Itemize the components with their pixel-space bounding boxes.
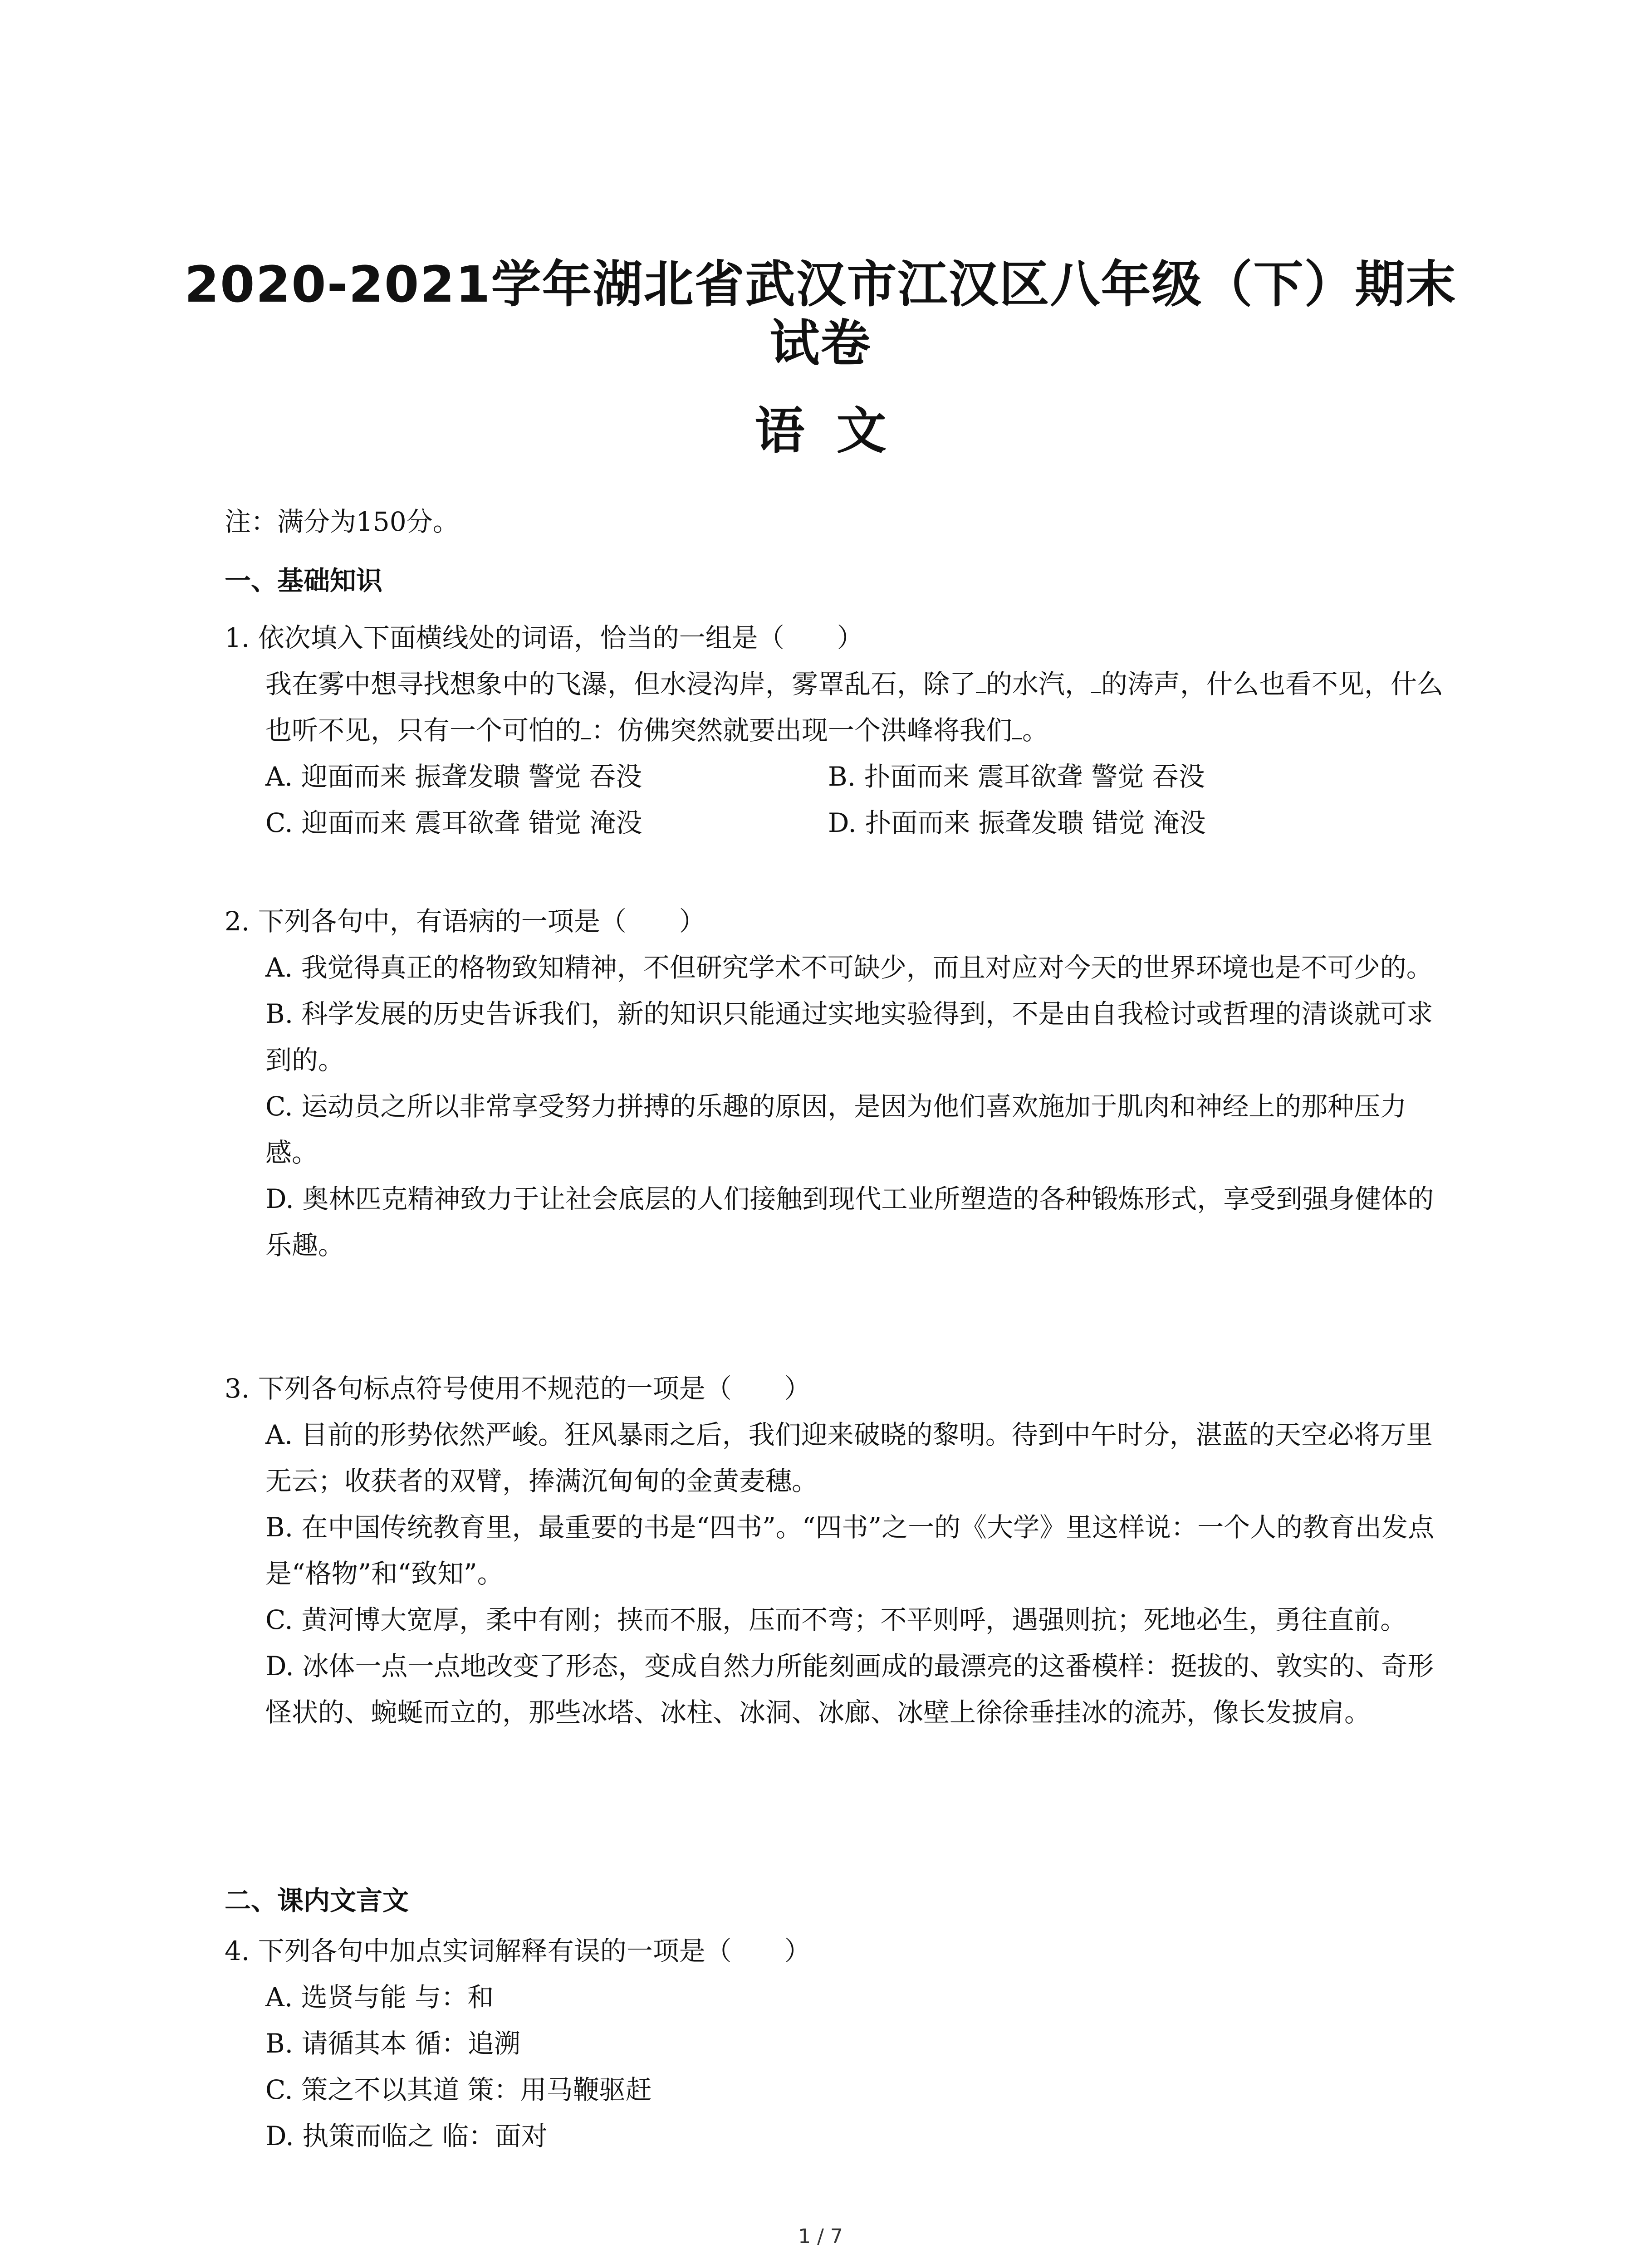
- option-label: C.: [265, 807, 293, 838]
- option-label: A.: [265, 761, 293, 792]
- score-note: 注：满分为150分。: [225, 506, 459, 537]
- fill-blank: [1012, 712, 1022, 739]
- question-2-stem: 2. 下列各句中，有语病的一项是（ ）: [225, 906, 705, 937]
- question-2-body: [225, 944, 1459, 1268]
- option-label: C.: [265, 2074, 293, 2105]
- option-a: [265, 944, 1459, 991]
- option-label: D.: [265, 1183, 294, 1214]
- question-3-stem: 3. 下列各句标点符号使用不规范的一项是（ ）: [225, 1373, 811, 1404]
- option-a: [265, 753, 828, 800]
- question-4: [225, 1928, 1459, 2159]
- option-label: A.: [265, 1419, 293, 1450]
- option-text: 扑面而来 振聋发聩 错觉 淹没: [865, 807, 1206, 838]
- question-1-body: [225, 661, 1459, 846]
- option-label: D.: [828, 807, 857, 838]
- option-label: B.: [828, 761, 856, 792]
- option-text: 请循其本 循：追溯: [301, 2028, 520, 2059]
- option-label: A.: [265, 1982, 293, 2013]
- option-label: B.: [265, 998, 294, 1029]
- question-1-options: [265, 753, 1459, 846]
- question-1-passage: [265, 661, 1459, 753]
- exam-title-line2: 试卷: [769, 314, 872, 372]
- option-text: 奥林匹克精神致力于让社会底层的人们接触到现代工业所塑造的各种锻炼形式，享受到强身健体的乐趣。: [265, 1183, 1434, 1261]
- option-d: [265, 1643, 1459, 1735]
- option-text: 我觉得真正的格物致知精神，不但研究学术不可缺少，而且对应对今天的世界环境也是不可少的。: [301, 952, 1433, 983]
- option-label: D.: [265, 2121, 294, 2151]
- option-label: B.: [265, 2028, 294, 2059]
- option-text: 运动员之所以非常享受努力拼搏的乐趣的原因，是因为他们喜欢施加于肌肉和神经上的那种压力感。: [265, 1091, 1407, 1168]
- question-3-body: [225, 1412, 1459, 1735]
- option-c: [265, 2067, 1459, 2113]
- option-label: A.: [265, 952, 293, 983]
- passage-part: 的水汽，: [986, 669, 1092, 699]
- passage-part: 我在雾中想寻找想象中的飞瀑，但水浸沟岸，雾罩乱石，除了: [265, 669, 976, 699]
- exam-title-line1: 2020-2021学年湖北省武汉市江汉区八年级（下）期末: [184, 255, 1457, 313]
- option-label: B.: [265, 1512, 294, 1543]
- option-b: [265, 2020, 1459, 2067]
- question-2: [225, 898, 1459, 1268]
- fill-blank: [976, 665, 986, 693]
- option-label: C.: [265, 1604, 293, 1635]
- passage-part: ：仿佛突然就要出现一个洪峰将我们: [591, 715, 1013, 746]
- option-text: 冰体一点一点地改变了形态，变成自然力所能刻画成的最漂亮的这番模样：挺拔的、敦实的、奇形怪状的、蜿蜒而立的，那些冰塔、冰柱、冰洞、冰廊、冰壁上徐徐垂挂冰的流苏，像长发披肩。: [265, 1651, 1434, 1728]
- option-text: 执策而临之 临：面对: [302, 2121, 548, 2151]
- option-a: [265, 1974, 1459, 2020]
- question-3: [225, 1365, 1459, 1735]
- option-text: 目前的形势依然严峻。狂风暴雨之后，我们迎来破晓的黎明。待到中午时分，湛蓝的天空必将万里无云；收获者的双臂，捧满沉甸甸的金黄麦穗。: [265, 1419, 1433, 1496]
- option-label: C.: [265, 1091, 293, 1122]
- option-label: D.: [265, 1651, 294, 1681]
- option-a: [265, 1412, 1459, 1504]
- option-text: 迎面而来 振聋发聩 警觉 吞没: [301, 761, 642, 792]
- option-d: [265, 2113, 1459, 2159]
- option-text: 黄河博大宽厚，柔中有刚；挟而不服，压而不弯；不平则呼，遇强则抗；死地必生，勇往直前。: [301, 1604, 1407, 1635]
- passage-part: 的涛声，什么也看不见，什么也听不见，只有一个可怕的: [265, 669, 1444, 746]
- question-1-stem: 1. 依次填入下面横线处的词语，恰当的一组是（ ）: [225, 622, 863, 653]
- option-text: 迎面而来 震耳欲聋 错觉 淹没: [301, 807, 642, 838]
- option-text: 选贤与能 与：和: [301, 1982, 494, 2013]
- option-d: [828, 800, 1391, 846]
- option-b: [828, 753, 1391, 800]
- section-heading-classical-chinese: 二、课内文言文: [225, 1885, 409, 1916]
- fill-blank: [581, 712, 591, 739]
- page-number: 1 / 7: [798, 2225, 843, 2248]
- option-c: [265, 800, 828, 846]
- option-c: [265, 1597, 1459, 1643]
- option-b: [265, 991, 1459, 1083]
- option-b: [265, 1504, 1459, 1597]
- option-text: 在中国传统教育里，最重要的书是“四书”。“四书”之一的《大学》里这样说：一个人的教育出发点是“格物”和“致知”。: [265, 1512, 1435, 1589]
- fill-blank: [1091, 665, 1101, 693]
- option-text: 策之不以其道 策：用马鞭驱赶: [301, 2074, 652, 2105]
- question-4-body: [225, 1974, 1459, 2159]
- option-d: [265, 1176, 1459, 1268]
- option-text: 扑面而来 震耳欲聋 警觉 吞没: [864, 761, 1205, 792]
- question-4-stem: 4. 下列各句中加点实词解释有误的一项是（ ）: [225, 1936, 811, 1966]
- section-heading-basic-knowledge: 一、基础知识: [225, 565, 383, 596]
- exam-subject: 语文: [754, 401, 918, 460]
- option-c: [265, 1083, 1459, 1176]
- question-1: [225, 615, 1459, 846]
- passage-part: 。: [1022, 715, 1049, 746]
- option-text: 科学发展的历史告诉我们，新的知识只能通过实地实验得到，不是由自我检讨或哲理的清谈就可求到的。: [265, 998, 1433, 1075]
